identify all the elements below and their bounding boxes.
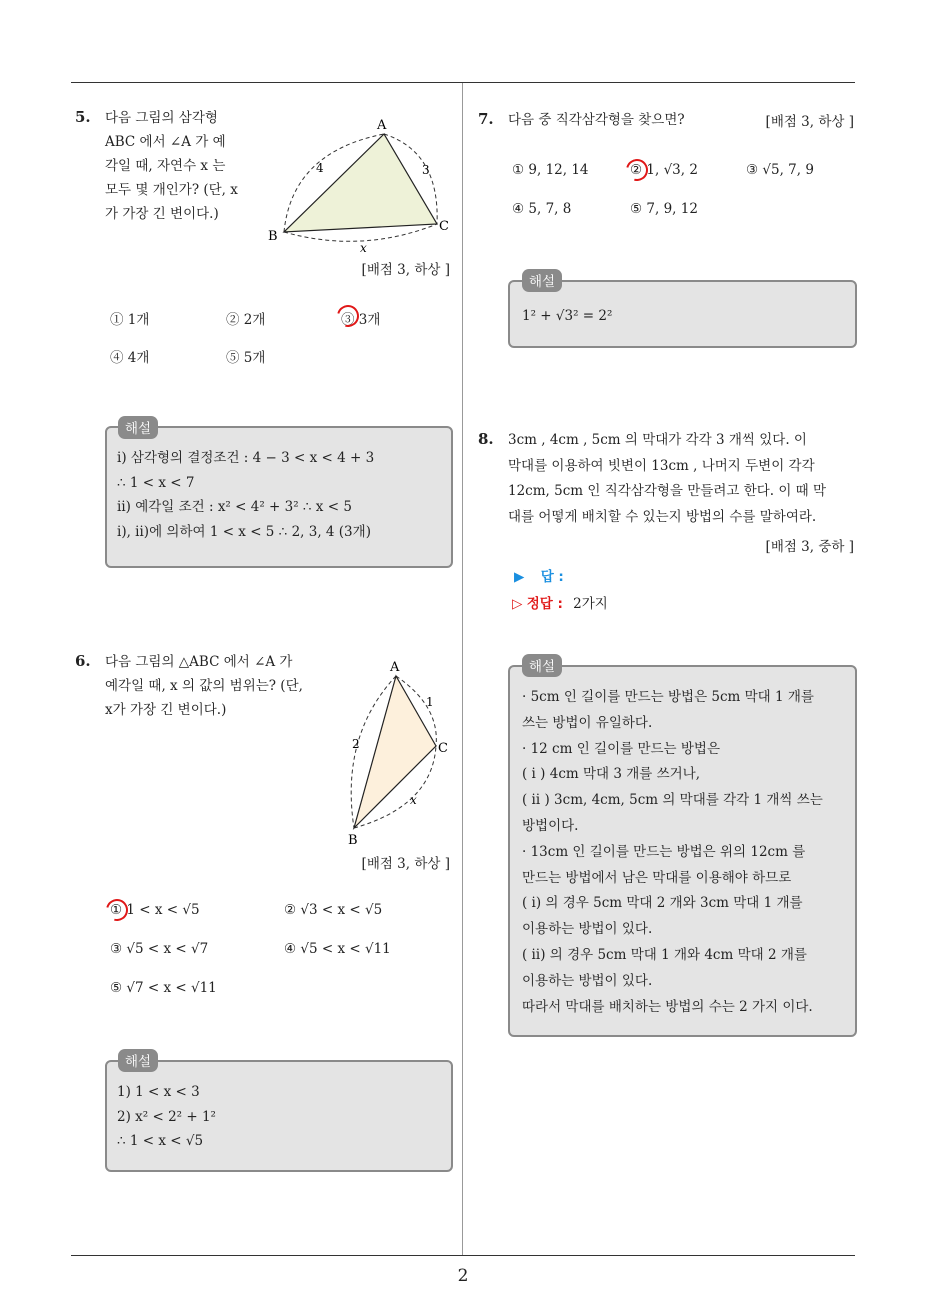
page-number: 2	[457, 1266, 469, 1286]
solution-line: 2) x² < 2² + 1²	[117, 1108, 216, 1125]
question-text-line: 다음 그림의 삼각형	[105, 110, 218, 126]
question-number: 5.	[75, 108, 91, 126]
vertex-c-label: C	[439, 219, 449, 234]
solution-line: ( ⅰ) 의 경우 5cm 막대 2 개와 3cm 막대 1 개를	[522, 895, 803, 912]
choice-1[interactable]: ① 1 < x < √5	[110, 902, 200, 918]
solution-line: 따라서 막대를 배치하는 방법의 수는 2 가지 이다.	[522, 998, 813, 1015]
answer-line	[514, 565, 564, 585]
question-text: 다음 중 직각삼각형을 찾으면?	[508, 112, 685, 128]
triangle-figure	[262, 112, 462, 252]
solution-box	[508, 280, 857, 348]
question-number: 7.	[478, 110, 494, 128]
choice-4[interactable]: ④ 4개	[110, 350, 150, 366]
choice-2[interactable]: ② 2개	[226, 312, 266, 328]
solution-line: 만드는 방법에서 남은 막대를 이용해야 하므로	[522, 869, 792, 886]
vertex-a-label: A	[390, 660, 400, 675]
question-number: 6.	[75, 652, 91, 670]
question-text-line: 12cm, 5cm 인 직각삼각형을 만들려고 한다. 이 때 막	[508, 483, 827, 499]
correct-answer-line	[512, 592, 608, 612]
solution-box	[105, 426, 453, 568]
solution-tag: 해설	[522, 654, 562, 677]
choice-1[interactable]: ① 1개	[110, 312, 150, 328]
solution-box	[105, 1060, 453, 1172]
solution-body	[522, 685, 823, 1020]
choice-3[interactable]: ③ √5 < x < √7	[110, 941, 209, 957]
vertex-b-label: B	[268, 229, 278, 244]
solution-line: · 13cm 인 길이를 만드는 방법은 위의 12cm 를	[522, 843, 806, 860]
question-text	[105, 650, 335, 722]
question-text-line: 각일 때, 자연수 x 는	[105, 158, 226, 174]
choice-5[interactable]: ⑤ √7 < x < √11	[110, 980, 217, 996]
side-ac-label: 3	[422, 163, 430, 177]
solution-line: ( ⅱ ) 3cm, 4cm, 5cm 의 막대를 각각 1 개씩 쓰는	[522, 792, 823, 809]
choice-2[interactable]: ② √3 < x < √5	[284, 902, 383, 918]
score-label: [배점 3, 하상 ]	[361, 856, 450, 872]
solution-line: ( ⅱ) 의 경우 5cm 막대 1 개와 4cm 막대 2 개를	[522, 946, 807, 963]
solution-line: 방법이다.	[522, 817, 579, 834]
solution-tag: 해설	[118, 1049, 158, 1072]
solution-line: ⅱ) 예각일 조건 : x² < 4² + 3² ∴ x < 5	[117, 499, 352, 515]
vertex-c-label: C	[438, 741, 448, 756]
score-label: [배점 3, 하상 ]	[765, 114, 854, 130]
solution-box	[508, 665, 857, 1037]
answer-label: 답 :	[540, 569, 564, 585]
question-number: 8.	[478, 430, 494, 448]
solution-line: · 12 cm 인 길이를 만드는 방법은	[522, 740, 720, 757]
choice-4[interactable]: ④ 5, 7, 8	[512, 201, 572, 217]
choice-3[interactable]: ③ 3개	[341, 312, 381, 328]
question-text-line: 다음 그림의 △ABC 에서 ∠A 가	[105, 654, 293, 670]
solution-line: ⅰ) 삼각형의 결정조건 : 4 − 3 < x < 4 + 3	[117, 450, 375, 466]
solution-body	[117, 1080, 216, 1154]
outline-arrow-icon: ▷	[512, 596, 523, 612]
triangle	[284, 134, 437, 232]
solution-line: 쓰는 방법이 유일하다.	[522, 714, 653, 731]
correct-label: 정답 :	[526, 596, 563, 612]
question-text-line: 모두 몇 개인가? (단, x	[105, 182, 238, 198]
solution-line: 1² + √3² = 2²	[522, 308, 613, 324]
solution-line: ∴ 1 < x < 7	[117, 474, 195, 491]
answer-mark-circle	[622, 155, 652, 185]
choice-1[interactable]: ① 9, 12, 14	[512, 162, 589, 178]
vertex-a-label: A	[377, 118, 387, 133]
solution-line: 1) 1 < x < 3	[117, 1084, 200, 1100]
choice-5[interactable]: ⑤ 5개	[226, 350, 266, 366]
solution-tag: 해설	[522, 269, 562, 292]
side-bc-label: x	[360, 241, 367, 252]
question-text-line: 막대를 이용하여 빗변이 13cm , 나머지 두변이 각각	[508, 457, 815, 474]
solution-line: ⅰ), ⅱ)에 의하여 1 < x < 5 ∴ 2, 3, 4 (3개)	[117, 523, 371, 540]
score-label: [배점 3, 하상 ]	[361, 262, 450, 278]
triangle	[354, 676, 436, 828]
solution-line: 이용하는 방법이 있다.	[522, 921, 653, 938]
question-text-line: 가 가장 긴 변이다.)	[105, 206, 219, 222]
answer-mark-circle	[102, 895, 132, 925]
solution-body	[522, 304, 612, 329]
column-divider	[462, 83, 463, 1255]
question-text	[508, 428, 858, 530]
side-ac-label: 1	[426, 695, 434, 709]
side-ab-label: 4	[316, 161, 324, 175]
side-ab-label: 2	[352, 737, 360, 751]
solution-line: ( ⅰ ) 4cm 막대 3 개를 쓰거나,	[522, 766, 701, 783]
question-text-line: 대를 어떻게 배치할 수 있는지 방법의 수를 말하여라.	[508, 508, 817, 525]
play-arrow-icon: ▶	[514, 569, 525, 585]
choice-5[interactable]: ⑤ 7, 9, 12	[630, 201, 698, 217]
triangle-figure	[340, 656, 460, 850]
solution-line: 이용하는 방법이 있다.	[522, 972, 653, 989]
score-label: [배점 3, 중하 ]	[765, 539, 854, 555]
question-text-line: x가 가장 긴 변이다.)	[105, 702, 227, 718]
choice-2[interactable]: ② 1, √3, 2	[630, 162, 698, 178]
correct-value: 2가지	[573, 596, 608, 612]
side-bc-label: x	[410, 793, 417, 807]
choice-4[interactable]: ④ √5 < x < √11	[284, 941, 391, 957]
question-text-line: 예각일 때, x 의 값의 범위는? (단,	[105, 678, 303, 694]
solution-tag: 해설	[118, 416, 158, 439]
bottom-rule	[71, 1255, 855, 1256]
solution-line: ∴ 1 < x < √5	[117, 1133, 204, 1149]
solution-body	[117, 446, 374, 544]
solution-line: · 5cm 인 길이를 만드는 방법은 5cm 막대 1 개를	[522, 689, 814, 705]
question-text	[105, 106, 275, 226]
question-text-line: ABC 에서 ∠A 가 예	[105, 134, 226, 150]
question-text-line: 3cm , 4cm , 5cm 의 막대가 각각 3 개씩 있다. 이	[508, 432, 807, 448]
top-rule	[71, 82, 855, 83]
vertex-b-label: B	[348, 833, 358, 848]
choice-3[interactable]: ③ √5, 7, 9	[746, 162, 814, 178]
